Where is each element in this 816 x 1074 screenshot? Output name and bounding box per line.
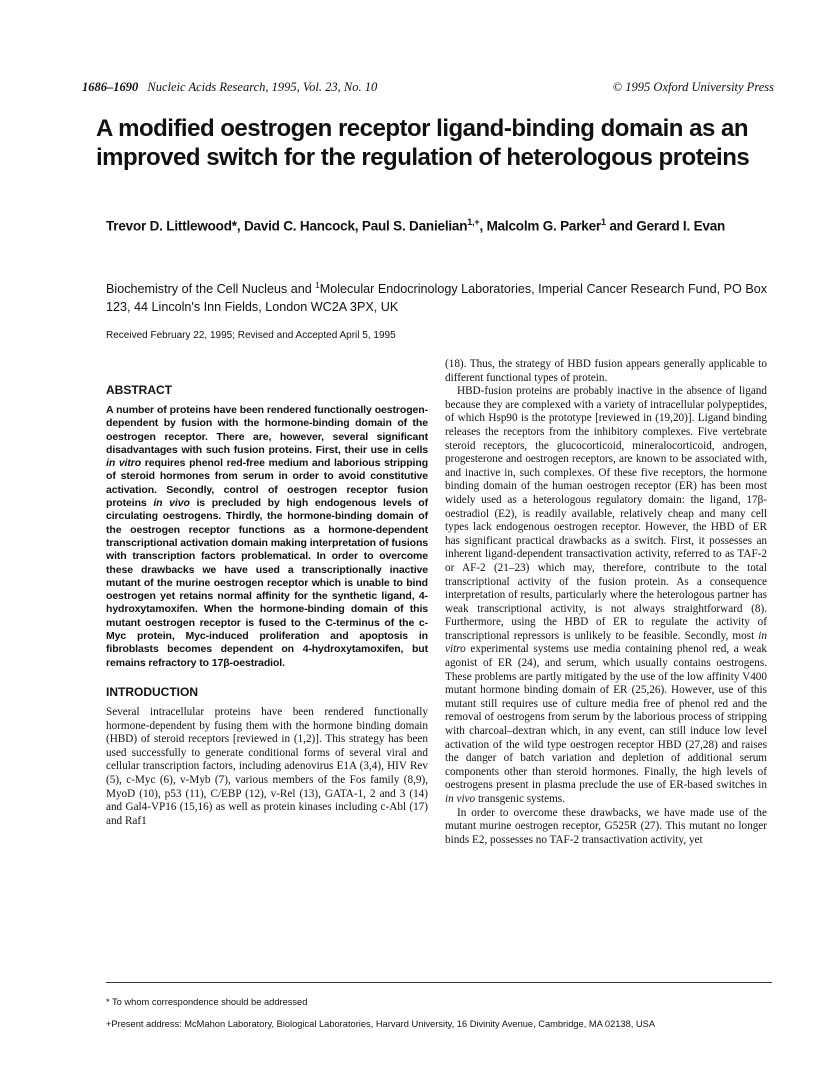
paragraph-italic: in vivo — [445, 793, 476, 805]
author-name: Gerard I. Evan — [636, 218, 726, 234]
author-name: Paul S. Danielian — [361, 218, 468, 234]
affiliation-part: Biochemistry of the Cell Nucleus and — [106, 282, 316, 297]
abstract-heading: ABSTRACT — [106, 383, 172, 397]
footnote-present-address: +Present address: McMahon Laboratory, Biological Laboratories, Harvard University, 16 Divinity Avenue, Cambridge, MA 02138, USA — [106, 1019, 656, 1029]
right-column — [445, 358, 767, 847]
paragraph-italic: in vitro — [445, 629, 767, 656]
copyright-notice: © 1995 Oxford University Press — [612, 80, 774, 94]
author-conjunction: and — [609, 218, 633, 234]
abstract-segment: is precluded by high endogenous levels of circulating oestrogens. Thirdly, the hormone-binding domain of the oestrogen receptor functions as a hormone-dependent transcriptional activation domain making interpretation of fusions with transcription factors problematical. In order to overcome these drawbacks we have used a transcriptionally inactive mutant of the murine oestrogen receptor which is unable to bind oestrogen yet retains normal affinity for the synthetic ligand, 4-hydroxytamoxifen. When the hormone-binding domain of this mutant oestrogen receptor is fused to the C-terminus of the c-Myc protein, Myc-induced proliferation and apoptosis in fibroblasts becomes dependent on 4-hydroxytamoxifen, but remains refractory to 17β-oestradiol. — [106, 497, 428, 669]
author-name: Trevor D. Littlewood — [106, 218, 232, 234]
body-paragraph: (18). Thus, the strategy of HBD fusion appears generally applicable to different functional types of protein. — [445, 358, 767, 384]
introduction-paragraph: Several intracellular proteins have been rendered functionally hormone-dependent by fusing them with the hormone binding domain (HBD) of steroid receptors [reviewed in (1,2)]. This strategy has been used successfully to generate conditional forms of several viral and cellular transcription factors, including adenovirus E1A (3,4), HIV Rev (5), c-Myc (6), v-Myb (7), various members of the Fos family (8,9), MyoD (10), p53 (11), C/EBP (12), v-Rel (13), GATA-1, 2 and 3 (14) and Gal4-VP16 (15,16) as well as protein kinases including c-Abl (17) and Raf1 — [106, 705, 428, 827]
author-mark: * — [231, 218, 237, 234]
affiliation — [106, 277, 786, 316]
running-header — [82, 80, 774, 96]
author-name: David C. Hancock — [243, 218, 355, 234]
author-name: Malcolm G. Parker — [486, 218, 601, 234]
abstract-segment: A number of proteins have been rendered functionally oestrogen-dependent by fusion with the hormone-binding domain of the oestrogen receptor. There are, however, several significant disadvantages with such fusion proteins. First, their use in cells — [106, 404, 428, 456]
footnote-correspondence: * To whom correspondence should be addressed — [106, 997, 308, 1007]
abstract-italic: in vitro — [106, 457, 142, 470]
introduction-heading: INTRODUCTION — [106, 684, 198, 699]
page-range: 1686–1690 — [82, 80, 139, 94]
article-title: A modified oestrogen receptor ligand-binding domain as an improved switch for the regulation of heterologous proteins — [96, 115, 750, 171]
body-paragraph — [445, 385, 767, 806]
body-paragraph: In order to overcome these drawbacks, we have made use of the mutant murine oestrogen receptor, G525R (27). This mutant no longer binds E2, possesses no TAF-2 transactivation activity, yet — [445, 806, 767, 846]
paragraph-segment: HBD-fusion proteins are probably inactive in the absence of ligand because they are complexed with a variety of intracellular polypeptides, of which Hsp90 is the prototype [reviewed in (19,20)]. Ligand binding releases the receptors from the inhibitory complexes. Five vertebrate steroid receptors, the glucocorticoid, mineralocorticoid, androgen, progesterone and oestrogen receptors, are known to be associated with, and inactive in, such complexes. Of these five receptors, the hormone binding domain of the human oestrogen receptor (ER) has been most widely used as a heterologous regulatory domain: the ligand, 17β-oestradiol (E2), is readily available, relatively cheap and many cell types lack endogenous oestrogen receptor. However, the HBD of ER has significant practical drawbacks as a switch. First, it possesses an inherent ligand-dependent transactivation activity, referred to as TAF-2 or AF-2 (21–23) which may, therefore, contribute to the total transcriptional activity of the fusion protein. As a consequence interpretation of results, particularly where the heterologous partner has weak transcriptional activity, is not always straightforward (8). Furthermore, using the HBD of ER to regulate the activity of transcriptional repressors is unlikely to be feasible. Secondly, most — [445, 385, 767, 642]
paragraph-segment: experimental systems use media containing phenol red, a weak agonist of ER (24), and serum, which usually contains oestrogens. These problems are partly mitigated by the use of the low affinity V400 mutant hormone binding domain of ER (25,26). However, use of this mutant still requires use of culture media free of phenol red and the removal of oestrogens from serum by the laborious process of stripping with charcoal–dextran which, in any event, can still induce low level activation of the wild type oestrogen receptor HBD (27,28) and raises the danger of batch variation and depletion of additional serum components other than steroid hormones. Finally, the high levels of oestrogens present in plasma preclude the use of ER-based switches in — [445, 643, 767, 792]
affiliation-mark: 1 — [315, 281, 320, 290]
footnote-divider — [106, 982, 772, 983]
abstract-segment: requires phenol red-free medium and laborious stripping of steroid hormones from serum in order to avoid constitutive activation. Secondly, control of oestrogen receptor fusion proteins — [106, 457, 429, 510]
affiliation-part: Molecular Endocrinology Laboratories, Imperial Cancer Research Fund, PO Box 123, 44 Lincoln's Inn Fields, London WC2A 3PX, UK — [106, 282, 768, 315]
author-mark: 1 — [600, 217, 606, 227]
journal-citation: Nucleic Acids Research, 1995, Vol. 23, No. 10 — [147, 80, 378, 94]
received-dates: Received February 22, 1995; Revised and Accepted April 5, 1995 — [106, 330, 396, 341]
abstract-text — [106, 404, 428, 670]
author-mark: 1,+ — [467, 217, 480, 227]
footnotes — [106, 996, 786, 1040]
paragraph-segment: transgenic systems. — [475, 793, 565, 805]
abstract-italic: in vivo — [153, 497, 190, 510]
author-list: Trevor D. Littlewood*, David C. Hancock, Paul S. Danielian$^{1,+}$, Malcolm G. Parker$^1$ and Gerard I. Evan — [106, 217, 726, 234]
left-column — [106, 382, 428, 828]
